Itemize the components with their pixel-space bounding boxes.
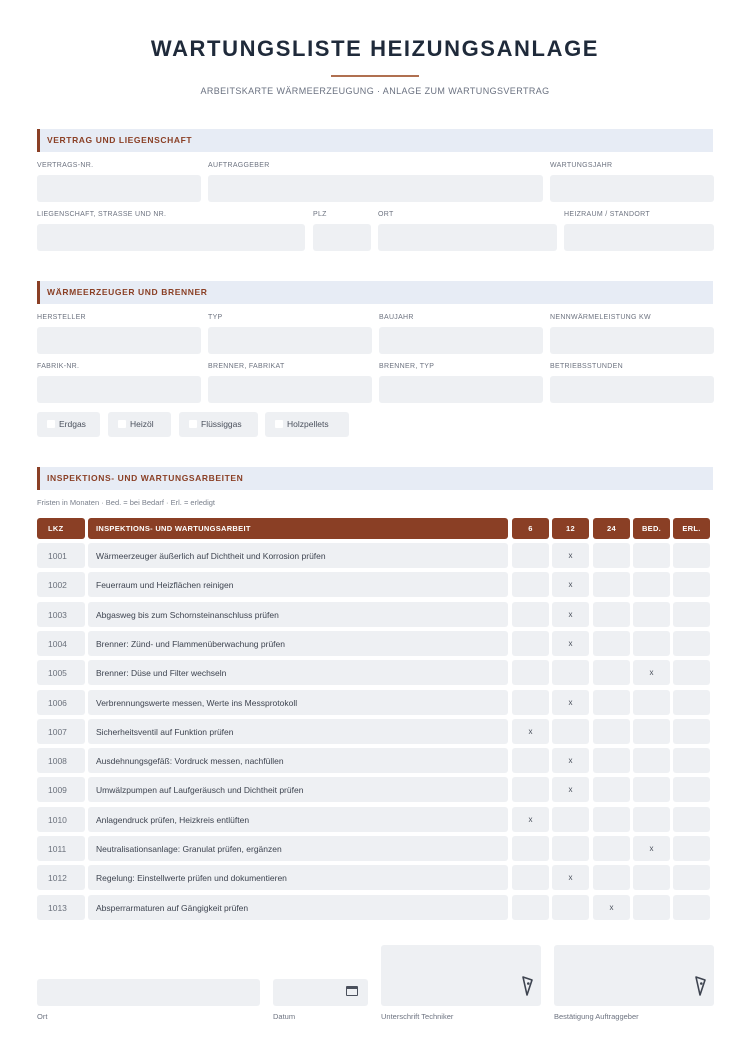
interval-24-cell[interactable] bbox=[593, 719, 630, 744]
done-cell[interactable] bbox=[673, 895, 710, 920]
label-hours: BETRIEBSSTUNDEN bbox=[550, 363, 623, 370]
task-description-cell bbox=[88, 807, 508, 832]
done-cell[interactable] bbox=[673, 690, 710, 715]
interval-12-cell[interactable] bbox=[552, 895, 589, 920]
label-power: NENNWÄRMELEISTUNG KW bbox=[550, 314, 651, 321]
page-title: WARTUNGSLISTE HEIZUNGSANLAGE bbox=[150, 36, 600, 61]
interval-12-cell[interactable] bbox=[552, 543, 589, 568]
checkbox[interactable] bbox=[275, 420, 283, 428]
column-header-lkz: LKZ bbox=[37, 518, 85, 539]
label-year-built: BAUJAHR bbox=[379, 314, 414, 321]
task-description-cell-text: Abgasweg bis zum Schornsteinanschluss prüfen bbox=[96, 610, 279, 620]
fuel-label: Flüssiggas bbox=[201, 419, 242, 429]
label-zip: PLZ bbox=[313, 211, 327, 218]
city-field[interactable] bbox=[378, 224, 557, 251]
label-property: LIEGENSCHAFT, STRASSE UND NR. bbox=[37, 211, 167, 218]
place-field[interactable] bbox=[37, 979, 260, 1006]
task-id-cell bbox=[37, 543, 85, 568]
task-description-cell-text: Regelung: Einstellwerte prüfen und dokumentieren bbox=[96, 873, 287, 883]
section-header-generator bbox=[37, 281, 713, 304]
task-description-cell bbox=[88, 836, 508, 861]
section-title: VERTRAG UND LIEGENSCHAFT bbox=[47, 135, 193, 145]
task-id-cell bbox=[37, 631, 85, 656]
interval-12-cell-text: x bbox=[568, 873, 573, 882]
technician-signature-label: Unterschrift Techniker bbox=[381, 1012, 454, 1021]
task-description-cell-text: Wärmeerzeuger äußerlich auf Dichtheit und Korrosion prüfen bbox=[96, 551, 326, 561]
interval-6-cell[interactable] bbox=[512, 865, 549, 890]
task-id-cell bbox=[37, 572, 85, 597]
column-header-12: 12 bbox=[552, 518, 589, 539]
interval-6-cell[interactable] bbox=[512, 572, 549, 597]
interval-12-cell[interactable] bbox=[552, 865, 589, 890]
interval-12-cell[interactable] bbox=[552, 777, 589, 802]
task-description-cell-text: Feuerraum und Heizflächen reinigen bbox=[96, 580, 234, 590]
interval-6-cell[interactable] bbox=[512, 631, 549, 656]
interval-6-cell[interactable] bbox=[512, 719, 549, 744]
interval-12-cell-text: x bbox=[568, 639, 573, 648]
task-description-cell bbox=[88, 602, 508, 627]
interval-12-cell-text: x bbox=[568, 698, 573, 707]
task-id-cell-text: 1003 bbox=[48, 610, 67, 620]
interval-24-cell[interactable] bbox=[593, 748, 630, 773]
interval-12-cell-text: x bbox=[568, 756, 573, 765]
technician-signature-field[interactable] bbox=[381, 945, 541, 1006]
task-id-cell-text: 1009 bbox=[48, 785, 67, 795]
done-cell[interactable] bbox=[673, 807, 710, 832]
task-id-cell bbox=[37, 719, 85, 744]
interval-12-cell[interactable] bbox=[552, 572, 589, 597]
task-description-cell bbox=[88, 690, 508, 715]
task-id-cell-text: 1008 bbox=[48, 756, 67, 766]
label-year: WARTUNGSJAHR bbox=[550, 162, 613, 169]
label-city: ORT bbox=[378, 211, 394, 218]
task-id-cell-text: 1007 bbox=[48, 727, 67, 737]
column-header-6: 6 bbox=[512, 518, 549, 539]
interval-12-cell[interactable] bbox=[552, 602, 589, 627]
interval-24-cell[interactable] bbox=[593, 572, 630, 597]
section-title: WÄRMEERZEUGER UND BRENNER bbox=[47, 287, 208, 297]
interval-12-cell-text: x bbox=[568, 610, 573, 619]
property-field[interactable] bbox=[37, 224, 305, 251]
task-id-cell-text: 1006 bbox=[48, 698, 67, 708]
label-contract-no: VERTRAGS-NR. bbox=[37, 162, 94, 169]
type-field[interactable] bbox=[208, 327, 372, 354]
column-header-bed: BED. bbox=[633, 518, 670, 539]
task-description-cell-text: Brenner: Zünd- und Flammenüberwachung prüfen bbox=[96, 639, 285, 649]
task-id-cell-text: 1012 bbox=[48, 873, 67, 883]
task-id-cell-text: 1004 bbox=[48, 639, 67, 649]
interval-24-cell[interactable] bbox=[593, 777, 630, 802]
interval-12-cell[interactable] bbox=[552, 631, 589, 656]
pen-nib-icon bbox=[520, 975, 534, 997]
burner-make-field[interactable] bbox=[208, 376, 372, 403]
done-cell[interactable] bbox=[673, 748, 710, 773]
fuel-option-fluessiggas[interactable] bbox=[179, 412, 258, 437]
as-needed-cell[interactable] bbox=[633, 807, 670, 832]
task-id-cell bbox=[37, 690, 85, 715]
hours-field[interactable] bbox=[550, 376, 714, 403]
fuel-option-holzpellets[interactable] bbox=[265, 412, 349, 437]
interval-24-cell[interactable] bbox=[593, 631, 630, 656]
interval-12-cell-text: x bbox=[568, 580, 573, 589]
column-header-erl: ERL. bbox=[673, 518, 710, 539]
interval-6-cell[interactable] bbox=[512, 895, 549, 920]
pen-nib-icon bbox=[693, 975, 707, 997]
done-cell[interactable] bbox=[673, 777, 710, 802]
interval-6-cell[interactable] bbox=[512, 660, 549, 685]
interval-24-cell[interactable] bbox=[593, 690, 630, 715]
interval-24-cell[interactable] bbox=[593, 602, 630, 627]
task-description-cell-text: Sicherheitsventil auf Funktion prüfen bbox=[96, 727, 234, 737]
done-cell[interactable] bbox=[673, 543, 710, 568]
interval-6-cell[interactable] bbox=[512, 807, 549, 832]
done-cell[interactable] bbox=[673, 836, 710, 861]
as-needed-cell[interactable] bbox=[633, 543, 670, 568]
interval-12-cell[interactable] bbox=[552, 690, 589, 715]
done-cell[interactable] bbox=[673, 572, 710, 597]
as-needed-cell[interactable] bbox=[633, 777, 670, 802]
fuel-option-heizoel[interactable] bbox=[108, 412, 171, 437]
label-type: TYP bbox=[208, 314, 223, 321]
date-label: Datum bbox=[273, 1012, 296, 1021]
contract-no-field[interactable] bbox=[37, 175, 201, 202]
interval-6-cell-text: x bbox=[528, 727, 533, 736]
done-cell[interactable] bbox=[673, 719, 710, 744]
checkbox[interactable] bbox=[47, 420, 55, 428]
interval-24-cell[interactable] bbox=[593, 895, 630, 920]
interval-24-cell[interactable] bbox=[593, 836, 630, 861]
column-header-24: 24 bbox=[593, 518, 630, 539]
section-header-tasks bbox=[37, 467, 713, 490]
task-description-cell bbox=[88, 660, 508, 685]
done-cell[interactable] bbox=[673, 660, 710, 685]
task-id-cell bbox=[37, 836, 85, 861]
task-id-cell-text: 1001 bbox=[48, 551, 67, 561]
task-description-cell bbox=[88, 631, 508, 656]
legend-note: Fristen in Monaten · Bed. = bei Bedarf · Erl. = erledigt bbox=[37, 498, 216, 507]
interval-24-cell[interactable] bbox=[593, 660, 630, 685]
place-label: Ort bbox=[37, 1012, 48, 1021]
section-title: INSPEKTIONS- UND WARTUNGSARBEITEN bbox=[47, 473, 244, 483]
task-description-cell-text: Anlagendruck prüfen, Heizkreis entlüften bbox=[96, 815, 250, 825]
as-needed-cell[interactable] bbox=[633, 836, 670, 861]
done-cell[interactable] bbox=[673, 631, 710, 656]
as-needed-cell[interactable] bbox=[633, 748, 670, 773]
fuel-option-erdgas[interactable] bbox=[37, 412, 100, 437]
page-subtitle: ARBEITSKARTE WÄRMEERZEUGUNG · ANLAGE ZUM WARTUNGSVERTRAG bbox=[200, 86, 550, 96]
task-description-cell bbox=[88, 865, 508, 890]
interval-6-cell[interactable] bbox=[512, 543, 549, 568]
interval-6-cell[interactable] bbox=[512, 777, 549, 802]
as-needed-cell-text: x bbox=[649, 844, 654, 853]
as-needed-cell[interactable] bbox=[633, 895, 670, 920]
interval-12-cell[interactable] bbox=[552, 660, 589, 685]
calendar-icon[interactable] bbox=[346, 986, 358, 996]
client-field[interactable] bbox=[208, 175, 543, 202]
task-id-cell bbox=[37, 748, 85, 773]
task-description-cell-text: Brenner: Düse und Filter wechseln bbox=[96, 668, 227, 678]
zip-field[interactable] bbox=[313, 224, 371, 251]
as-needed-cell[interactable] bbox=[633, 865, 670, 890]
label-boiler-room: HEIZRAUM / STANDORT bbox=[564, 211, 650, 218]
task-id-cell-text: 1013 bbox=[48, 903, 67, 913]
as-needed-cell[interactable] bbox=[633, 690, 670, 715]
interval-6-cell[interactable] bbox=[512, 836, 549, 861]
serial-field[interactable] bbox=[37, 376, 201, 403]
task-description-cell bbox=[88, 895, 508, 920]
boiler-room-field[interactable] bbox=[564, 224, 714, 251]
interval-6-cell[interactable] bbox=[512, 602, 549, 627]
manufacturer-field[interactable] bbox=[37, 327, 201, 354]
task-description-cell-text: Absperrarmaturen auf Gängigkeit prüfen bbox=[96, 903, 249, 913]
task-description-cell-text: Ausdehnungsgefäß: Vordruck messen, nachfüllen bbox=[96, 756, 284, 766]
year-field[interactable] bbox=[550, 175, 714, 202]
interval-6-cell[interactable] bbox=[512, 690, 549, 715]
interval-24-cell-text: x bbox=[609, 903, 614, 912]
year-built-field[interactable] bbox=[379, 327, 543, 354]
burner-type-field[interactable] bbox=[379, 376, 543, 403]
interval-12-cell-text: x bbox=[568, 551, 573, 560]
title-divider bbox=[331, 75, 419, 77]
task-id-cell bbox=[37, 895, 85, 920]
task-id-cell-text: 1010 bbox=[48, 815, 67, 825]
task-description-cell-text: Verbrennungswerte messen, Werte ins Messprotokoll bbox=[96, 698, 298, 708]
done-cell[interactable] bbox=[673, 602, 710, 627]
interval-6-cell-text: x bbox=[528, 815, 533, 824]
interval-6-cell[interactable] bbox=[512, 748, 549, 773]
task-id-cell-text: 1011 bbox=[48, 844, 67, 854]
task-id-cell bbox=[37, 865, 85, 890]
as-needed-cell[interactable] bbox=[633, 660, 670, 685]
as-needed-cell[interactable] bbox=[633, 602, 670, 627]
task-description-cell-text: Neutralisationsanlage: Granulat prüfen, ergänzen bbox=[96, 844, 282, 854]
task-description-cell bbox=[88, 543, 508, 568]
interval-12-cell[interactable] bbox=[552, 719, 589, 744]
task-description-cell bbox=[88, 777, 508, 802]
task-id-cell bbox=[37, 777, 85, 802]
interval-12-cell-text: x bbox=[568, 785, 573, 794]
task-description-cell bbox=[88, 748, 508, 773]
done-cell[interactable] bbox=[673, 865, 710, 890]
task-id-cell-text: 1002 bbox=[48, 580, 67, 590]
label-client: AUFTRAGGEBER bbox=[208, 162, 270, 169]
checkbox[interactable] bbox=[118, 420, 126, 428]
label-manufacturer: HERSTELLER bbox=[37, 314, 86, 321]
interval-24-cell[interactable] bbox=[593, 865, 630, 890]
as-needed-cell[interactable] bbox=[633, 631, 670, 656]
interval-24-cell[interactable] bbox=[593, 807, 630, 832]
client-signature-label: Bestätigung Auftraggeber bbox=[554, 1012, 639, 1021]
section-header-contract bbox=[37, 129, 713, 152]
label-burner-make: BRENNER, FABRIKAT bbox=[208, 363, 285, 370]
task-description-cell bbox=[88, 719, 508, 744]
task-id-cell bbox=[37, 660, 85, 685]
task-id-cell bbox=[37, 807, 85, 832]
interval-12-cell[interactable] bbox=[552, 807, 589, 832]
interval-12-cell[interactable] bbox=[552, 836, 589, 861]
column-header-task: INSPEKTIONS- UND WARTUNGSARBEIT bbox=[88, 518, 508, 539]
task-id-cell bbox=[37, 602, 85, 627]
power-field[interactable] bbox=[550, 327, 714, 354]
client-signature-field[interactable] bbox=[554, 945, 714, 1006]
fuel-label: Heizöl bbox=[130, 419, 154, 429]
interval-12-cell[interactable] bbox=[552, 748, 589, 773]
task-description-cell bbox=[88, 572, 508, 597]
as-needed-cell[interactable] bbox=[633, 572, 670, 597]
as-needed-cell[interactable] bbox=[633, 719, 670, 744]
label-serial: FABRIK-NR. bbox=[37, 363, 80, 370]
as-needed-cell-text: x bbox=[649, 668, 654, 677]
interval-24-cell[interactable] bbox=[593, 543, 630, 568]
task-description-cell-text: Umwälzpumpen auf Laufgeräusch und Dichtheit prüfen bbox=[96, 785, 304, 795]
label-burner-type: BRENNER, TYP bbox=[379, 363, 435, 370]
checkbox[interactable] bbox=[189, 420, 197, 428]
task-id-cell-text: 1005 bbox=[48, 668, 67, 678]
fuel-label: Holzpellets bbox=[287, 419, 329, 429]
fuel-label: Erdgas bbox=[59, 419, 86, 429]
